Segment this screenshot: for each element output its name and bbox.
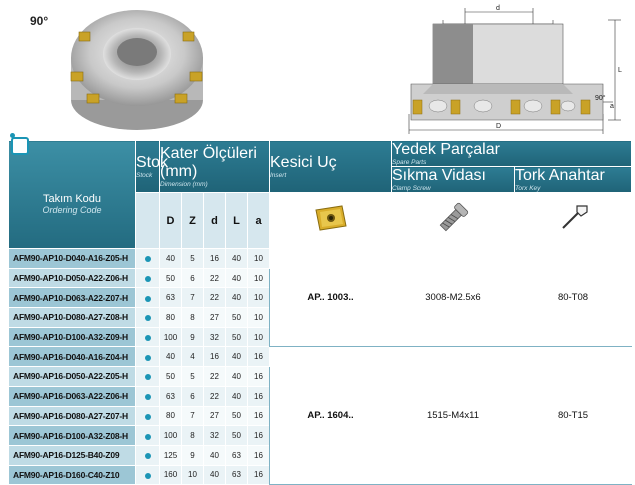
dim-a-cell: 16 (248, 445, 270, 465)
dim-a-cell: 10 (248, 268, 270, 288)
dim-d-cell: 27 (204, 308, 226, 328)
ordering-code: AFM90-AP16-D040-A16-Z04-H (9, 347, 136, 367)
insert-subtitle: Insert (270, 172, 287, 179)
dim-Z-cell: 5 (182, 367, 204, 387)
dim-a-cell: 10 (248, 249, 270, 269)
clamp-screw-icon (433, 198, 473, 238)
dim-d-cell: 22 (204, 386, 226, 406)
angle-label: 90° (30, 14, 49, 28)
dim-D-cell: 50 (160, 268, 182, 288)
milling-cutter-photo (65, 2, 210, 134)
spare-parts-subtitle: Spare Parts (392, 159, 427, 166)
spare-parts-title: Yedek Parçalar (392, 141, 500, 158)
insert-code-cell: AP.. 1604.. (270, 347, 392, 485)
insert-title: Kesici Uç (270, 154, 337, 171)
col-Z: Z (182, 193, 204, 249)
stock-cell (136, 249, 160, 269)
stock-cell (136, 465, 160, 485)
dim-a-cell: 16 (248, 465, 270, 485)
spare-parts-header (392, 141, 632, 167)
dim-L-cell: 50 (226, 327, 248, 347)
ordering-code: AFM90-AP10-D080-A27-Z08-H (9, 308, 136, 328)
ordering-code: AFM90-AP16-D160-C40-Z10 (9, 465, 136, 485)
stock-cell (136, 367, 160, 387)
dim-a-cell: 10 (248, 308, 270, 328)
dim-Z-cell: 9 (182, 445, 204, 465)
stock-dot-icon (145, 434, 151, 440)
dim-D-label: D (496, 123, 502, 130)
dim-d-cell: 27 (204, 406, 226, 426)
torx-key-subtitle: Torx Key (515, 185, 541, 192)
dim-Z-cell: 7 (182, 288, 204, 308)
ordering-code: AFM90-AP10-D050-A22-Z06-H (9, 268, 136, 288)
clamp-screw-cell: 3008-M2.5x6 (392, 249, 515, 347)
ordering-code-subtitle: Ordering Code (42, 204, 102, 215)
dim-D-cell: 40 (160, 249, 182, 269)
dimension-subtitle: Dimension (mm) (160, 181, 208, 188)
dim-D-cell: 80 (160, 406, 182, 426)
dim-a-cell: 10 (248, 327, 270, 347)
dim-d-cell: 22 (204, 367, 226, 387)
insert-icon (312, 204, 350, 232)
dim-d-cell: 32 (204, 426, 226, 446)
stock-dot-icon (145, 453, 151, 459)
dim-a-cell: 16 (248, 406, 270, 426)
ordering-code-header (9, 141, 136, 249)
technical-drawing (403, 2, 631, 136)
dim-Z-cell: 9 (182, 327, 204, 347)
dim-D-cell: 100 (160, 327, 182, 347)
ordering-code: AFM90-AP16-D063-A22-Z06-H (9, 386, 136, 406)
dim-D-cell: 160 (160, 465, 182, 485)
dim-Z-cell: 5 (182, 249, 204, 269)
stock-cell (136, 268, 160, 288)
dimension-title: Kater Ölçüleri (mm) (160, 145, 257, 180)
stock-dot-icon (145, 414, 151, 420)
dim-L-label: L (618, 67, 622, 74)
clamp-screw-cell: 1515-M4x11 (392, 347, 515, 485)
key-image-cell (515, 193, 632, 249)
insert-code-cell: AP.. 1003.. (270, 249, 392, 347)
ordering-code: AFM90-AP10-D063-A22-Z07-H (9, 288, 136, 308)
torx-key-header (515, 167, 632, 193)
clamp-screw-header (392, 167, 515, 193)
stock-cell (136, 347, 160, 367)
stock-dot-icon (145, 394, 151, 400)
dim-L-cell: 40 (226, 386, 248, 406)
dimension-header (160, 141, 270, 193)
dim-d-label: d (496, 5, 500, 12)
stock-col (136, 193, 160, 249)
dim-L-cell: 40 (226, 268, 248, 288)
clamp-screw-title: Sıkma Vidası (392, 167, 486, 184)
stock-dot-icon (145, 256, 151, 262)
stock-dot-icon (145, 473, 151, 479)
stock-cell (136, 426, 160, 446)
dim-L-cell: 40 (226, 367, 248, 387)
dim-D-cell: 125 (160, 445, 182, 465)
stock-dot-icon (145, 335, 151, 341)
stock-cell (136, 327, 160, 347)
ordering-code: AFM90-AP16-D080-A27-Z07-H (9, 406, 136, 426)
dim-Z-cell: 4 (182, 347, 204, 367)
stock-cell (136, 288, 160, 308)
col-L: L (226, 193, 248, 249)
insert-image-cell (270, 193, 392, 249)
screw-image-cell (392, 193, 515, 249)
dim-a-cell: 16 (248, 386, 270, 406)
ordering-code: AFM90-AP16-D050-A22-Z05-H (9, 367, 136, 387)
dim-D-cell: 63 (160, 288, 182, 308)
table-row (9, 347, 632, 367)
stock-subtitle: Stock (136, 172, 153, 179)
dim-D-cell: 50 (160, 367, 182, 387)
dim-L-cell: 50 (226, 406, 248, 426)
dim-d-cell: 40 (204, 465, 226, 485)
dim-L-cell: 40 (226, 288, 248, 308)
dim-D-cell: 100 (160, 426, 182, 446)
dim-L-cell: 50 (226, 308, 248, 328)
dim-a-cell: 10 (248, 288, 270, 308)
ordering-code: AFM90-AP10-D100-A32-Z09-H (9, 327, 136, 347)
dim-d-cell: 16 (204, 347, 226, 367)
dim-d-cell: 32 (204, 327, 226, 347)
table-corner-icon (11, 137, 29, 155)
stock-dot-icon (145, 374, 151, 380)
dim-a-cell: 16 (248, 367, 270, 387)
dim-Z-cell: 10 (182, 465, 204, 485)
stock-dot-icon (145, 355, 151, 361)
dim-Z-cell: 6 (182, 386, 204, 406)
dim-Z-cell: 7 (182, 406, 204, 426)
dim-a-label: a (610, 103, 614, 110)
dim-a-cell: 16 (248, 347, 270, 367)
stock-dot-icon (145, 276, 151, 282)
dim-d-cell: 22 (204, 268, 226, 288)
dim-d-cell: 22 (204, 288, 226, 308)
ordering-code: AFM90-AP16-D100-A32-Z08-H (9, 426, 136, 446)
insert-header (270, 141, 392, 193)
ordering-code: AFM90-AP10-D040-A16-Z05-H (9, 249, 136, 269)
dim-a-cell: 16 (248, 426, 270, 446)
dim-L-cell: 63 (226, 445, 248, 465)
ordering-code-title: Takım Kodu (42, 192, 102, 205)
col-d: d (204, 193, 226, 249)
dim-d-cell: 40 (204, 445, 226, 465)
torx-key-cell: 80-T15 (515, 347, 632, 485)
product-table (8, 140, 632, 485)
stock-dot-icon (145, 296, 151, 302)
dim-Z-cell: 8 (182, 426, 204, 446)
clamp-screw-subtitle: Clamp Screw (392, 185, 431, 192)
torx-key-cell: 80-T08 (515, 249, 632, 347)
dim-L-cell: 40 (226, 249, 248, 269)
stock-dot-icon (145, 315, 151, 321)
table-row (9, 249, 632, 269)
dim-L-cell: 63 (226, 465, 248, 485)
torx-key-title: Tork Anahtar (515, 167, 605, 184)
ordering-code: AFM90-AP16-D125-B40-Z09 (9, 445, 136, 465)
table-body (9, 249, 632, 485)
col-a: a (248, 193, 270, 249)
dim-L-cell: 50 (226, 426, 248, 446)
stock-title: Stok (136, 154, 169, 171)
stock-cell (136, 445, 160, 465)
col-D: D (160, 193, 182, 249)
dim-d-cell: 16 (204, 249, 226, 269)
dim-D-cell: 63 (160, 386, 182, 406)
dim-D-cell: 40 (160, 347, 182, 367)
dim-angle-label: 90° (595, 95, 606, 102)
torx-key-icon (553, 198, 593, 238)
dim-D-cell: 80 (160, 308, 182, 328)
dim-Z-cell: 6 (182, 268, 204, 288)
stock-cell (136, 386, 160, 406)
dim-L-cell: 40 (226, 347, 248, 367)
dim-Z-cell: 8 (182, 308, 204, 328)
stock-cell (136, 308, 160, 328)
stock-header (136, 141, 169, 193)
stock-cell (136, 406, 160, 426)
